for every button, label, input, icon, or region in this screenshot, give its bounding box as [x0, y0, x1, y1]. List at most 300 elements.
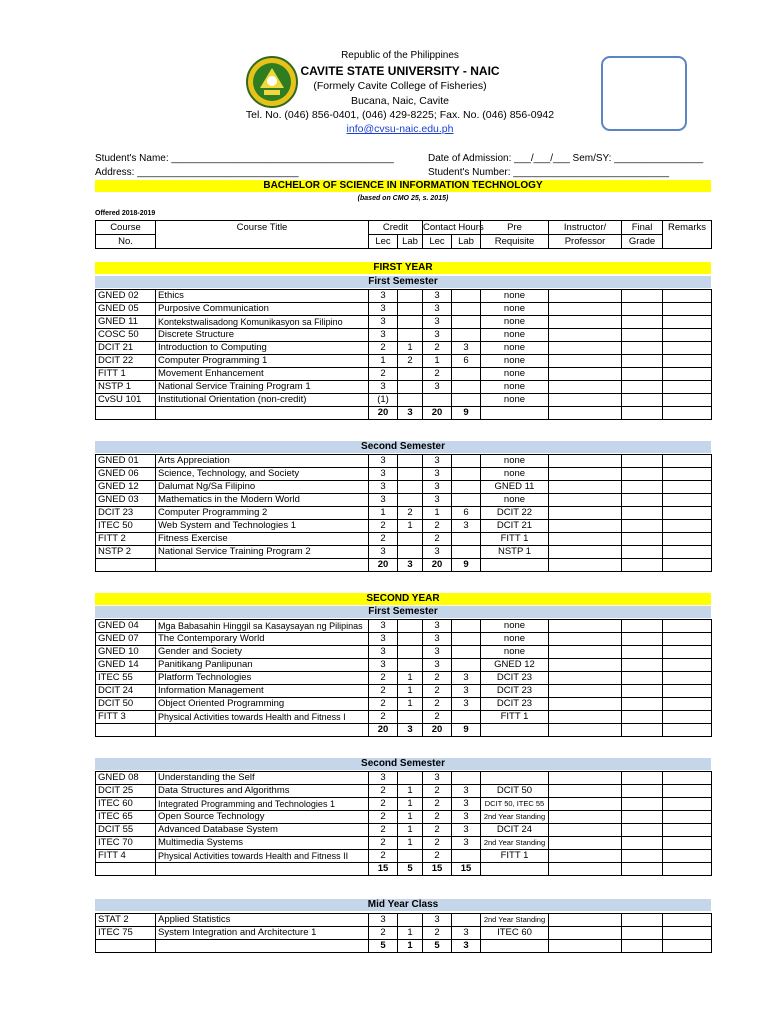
final-grade-cell[interactable]	[622, 303, 663, 316]
course-no-cell: ITEC 70	[96, 837, 156, 850]
course-title-cell: Platform Technologies	[156, 672, 369, 685]
instructor-cell[interactable]	[549, 927, 622, 940]
prerequisite-cell: none	[481, 468, 549, 481]
remarks-cell[interactable]	[663, 772, 712, 785]
hours-lec-cell: 1	[423, 355, 452, 368]
total-hours-lec-cell: 5	[423, 940, 452, 953]
course-no-cell: NSTP 1	[96, 381, 156, 394]
total-empty-cell	[481, 407, 549, 420]
final-grade-cell[interactable]	[622, 620, 663, 633]
credit-lab-cell	[398, 533, 423, 546]
credit-lab-cell	[398, 711, 423, 724]
remarks-cell[interactable]	[663, 468, 712, 481]
course-title-cell: Advanced Database System	[156, 824, 369, 837]
col-credit-lab: Lab	[398, 235, 423, 249]
prerequisite-cell: FITT 1	[481, 711, 549, 724]
final-grade-cell[interactable]	[622, 850, 663, 863]
remarks-cell[interactable]	[663, 646, 712, 659]
course-title-cell: Institutional Orientation (non-credit)	[156, 394, 369, 407]
remarks-cell[interactable]	[663, 481, 712, 494]
instructor-cell[interactable]	[549, 342, 622, 355]
hours-lab-cell: 6	[452, 507, 481, 520]
remarks-cell[interactable]	[663, 355, 712, 368]
hours-lec-cell: 3	[423, 481, 452, 494]
hours-lec-cell: 3	[423, 316, 452, 329]
hours-lec-cell: 2	[423, 672, 452, 685]
total-empty-cell	[663, 407, 712, 420]
prerequisite-cell: none	[481, 290, 549, 303]
course-title-cell: Discrete Structure	[156, 329, 369, 342]
instructor-cell[interactable]	[549, 329, 622, 342]
hours-lab-cell	[452, 329, 481, 342]
course-title-cell: Dalumat Ng/Sa Filipino	[156, 481, 369, 494]
fy-first-sem-band: First Semester	[95, 276, 711, 288]
total-credit-lec-cell: 20	[369, 407, 398, 420]
final-grade-cell[interactable]	[622, 533, 663, 546]
final-grade-cell[interactable]	[622, 494, 663, 507]
col-instructor: Instructor/	[549, 221, 622, 235]
total-row	[96, 940, 712, 953]
col-pre: Pre	[481, 221, 549, 235]
course-no-cell: COSC 50	[96, 329, 156, 342]
course-row	[96, 914, 712, 927]
hours-lec-cell: 3	[423, 290, 452, 303]
total-empty-cell	[622, 940, 663, 953]
final-grade-cell[interactable]	[622, 798, 663, 811]
instructor-cell[interactable]	[549, 824, 622, 837]
prerequisite-cell: 2nd Year Standing	[481, 914, 549, 927]
hours-lab-cell	[452, 394, 481, 407]
credit-lab-cell: 1	[398, 927, 423, 940]
final-grade-cell[interactable]	[622, 507, 663, 520]
hours-lec-cell: 3	[423, 455, 452, 468]
instructor-cell[interactable]	[549, 672, 622, 685]
hours-lec-cell: 3	[423, 381, 452, 394]
total-hours-lec-cell: 20	[423, 559, 452, 572]
instructor-cell[interactable]	[549, 355, 622, 368]
remarks-cell[interactable]	[663, 711, 712, 724]
remarks-cell[interactable]	[663, 927, 712, 940]
hours-lec-cell: 3	[423, 646, 452, 659]
final-grade-cell[interactable]	[622, 672, 663, 685]
prerequisite-cell: DCIT 23	[481, 672, 549, 685]
hours-lec-cell: 2	[423, 824, 452, 837]
credit-lec-cell: 2	[369, 824, 398, 837]
course-title-cell: Purposive Communication	[156, 303, 369, 316]
instructor-cell[interactable]	[549, 303, 622, 316]
remarks-cell[interactable]	[663, 811, 712, 824]
credit-lab-cell: 1	[398, 685, 423, 698]
hours-lab-cell: 3	[452, 811, 481, 824]
hours-lec-cell: 2	[423, 798, 452, 811]
remarks-cell[interactable]	[663, 316, 712, 329]
instructor-cell[interactable]	[549, 290, 622, 303]
sy-first-sem-table	[95, 619, 712, 737]
prerequisite-cell: none	[481, 329, 549, 342]
total-credit-lab-cell: 5	[398, 863, 423, 876]
credit-lec-cell: 2	[369, 850, 398, 863]
instructor-cell[interactable]	[549, 685, 622, 698]
credit-lec-cell: 2	[369, 368, 398, 381]
remarks-cell[interactable]	[663, 520, 712, 533]
course-row	[96, 811, 712, 824]
credit-lec-cell: 2	[369, 711, 398, 724]
col-remarks: Remarks	[663, 221, 712, 249]
instructor-cell[interactable]	[549, 646, 622, 659]
total-hours-lec-cell: 15	[423, 863, 452, 876]
final-grade-cell[interactable]	[622, 659, 663, 672]
instructor-cell[interactable]	[549, 455, 622, 468]
remarks-cell[interactable]	[663, 368, 712, 381]
credit-lec-cell: 3	[369, 316, 398, 329]
final-grade-cell[interactable]	[622, 811, 663, 824]
hours-lab-cell	[452, 316, 481, 329]
total-credit-lab-cell: 3	[398, 559, 423, 572]
course-row	[96, 507, 712, 520]
course-no-cell: GNED 02	[96, 290, 156, 303]
credit-lab-cell	[398, 329, 423, 342]
final-grade-cell[interactable]	[622, 455, 663, 468]
final-grade-cell[interactable]	[622, 520, 663, 533]
final-grade-cell[interactable]	[622, 914, 663, 927]
credit-lec-cell: 3	[369, 455, 398, 468]
course-title-cell: Arts Appreciation	[156, 455, 369, 468]
instructor-cell[interactable]	[549, 772, 622, 785]
instructor-cell[interactable]	[549, 533, 622, 546]
remarks-cell[interactable]	[663, 546, 712, 559]
course-title-cell: Fitness Exercise	[156, 533, 369, 546]
instructor-cell[interactable]	[549, 468, 622, 481]
course-row	[96, 329, 712, 342]
prerequisite-cell: ITEC 60	[481, 927, 549, 940]
prerequisite-cell: 2nd Year Standing	[481, 811, 549, 824]
instructor-cell[interactable]	[549, 811, 622, 824]
final-grade-cell[interactable]	[622, 316, 663, 329]
total-empty-cell	[622, 863, 663, 876]
hours-lec-cell: 2	[423, 533, 452, 546]
hours-lab-cell	[452, 533, 481, 546]
final-grade-cell[interactable]	[622, 772, 663, 785]
credit-lab-cell: 2	[398, 507, 423, 520]
prerequisite-cell: none	[481, 342, 549, 355]
hours-lab-cell: 3	[452, 342, 481, 355]
course-no-cell: DCIT 55	[96, 824, 156, 837]
mid-year-table	[95, 913, 712, 953]
final-grade-cell[interactable]	[622, 329, 663, 342]
hours-lab-cell	[452, 620, 481, 633]
total-hours-lec-cell: 20	[423, 407, 452, 420]
course-no-cell: FITT 3	[96, 711, 156, 724]
course-no-cell: GNED 04	[96, 620, 156, 633]
instructor-cell[interactable]	[549, 381, 622, 394]
credit-lab-cell: 1	[398, 824, 423, 837]
instructor-cell[interactable]	[549, 316, 622, 329]
credit-lec-cell: 3	[369, 620, 398, 633]
total-empty-cell	[156, 407, 369, 420]
instructor-cell[interactable]	[549, 837, 622, 850]
course-title-cell: Object Oriented Programming	[156, 698, 369, 711]
first-year-band: FIRST YEAR	[95, 262, 711, 274]
credit-lec-cell: 3	[369, 468, 398, 481]
total-empty-cell	[663, 940, 712, 953]
course-row	[96, 837, 712, 850]
instructor-cell[interactable]	[549, 711, 622, 724]
total-credit-lec-cell: 15	[369, 863, 398, 876]
instructor-cell[interactable]	[549, 494, 622, 507]
prerequisite-cell: DCIT 50	[481, 785, 549, 798]
hours-lab-cell: 3	[452, 798, 481, 811]
course-row	[96, 494, 712, 507]
course-row	[96, 381, 712, 394]
hours-lec-cell: 3	[423, 659, 452, 672]
prerequisite-cell: none	[481, 303, 549, 316]
prerequisite-cell: DCIT 23	[481, 698, 549, 711]
instructor-cell[interactable]	[549, 914, 622, 927]
credit-lab-cell	[398, 394, 423, 407]
total-empty-cell	[156, 559, 369, 572]
remarks-cell[interactable]	[663, 785, 712, 798]
admission-date-field: Date of Admission: ___/___/___ Sem/SY: ________________	[428, 153, 704, 164]
hours-lab-cell	[452, 546, 481, 559]
total-empty-cell	[549, 940, 622, 953]
credit-lec-cell: 2	[369, 785, 398, 798]
credit-lab-cell	[398, 772, 423, 785]
total-credit-lab-cell: 3	[398, 407, 423, 420]
total-empty-cell	[96, 863, 156, 876]
final-grade-cell[interactable]	[622, 646, 663, 659]
prerequisite-cell: none	[481, 494, 549, 507]
credit-lab-cell: 1	[398, 672, 423, 685]
course-title-cell: Gender and Society	[156, 646, 369, 659]
col-credit: Credit	[369, 221, 423, 235]
credit-lec-cell: 3	[369, 494, 398, 507]
total-row	[96, 559, 712, 572]
remarks-cell[interactable]	[663, 507, 712, 520]
instructor-cell[interactable]	[549, 659, 622, 672]
hours-lec-cell: 3	[423, 633, 452, 646]
remarks-cell[interactable]	[663, 798, 712, 811]
credit-lab-cell: 1	[398, 342, 423, 355]
col-final: Final	[622, 221, 663, 235]
course-no-cell: DCIT 22	[96, 355, 156, 368]
prerequisite-cell: FITT 1	[481, 850, 549, 863]
remarks-cell[interactable]	[663, 914, 712, 927]
total-empty-cell	[481, 559, 549, 572]
remarks-cell[interactable]	[663, 329, 712, 342]
remarks-cell[interactable]	[663, 850, 712, 863]
final-grade-cell[interactable]	[622, 481, 663, 494]
hours-lab-cell	[452, 850, 481, 863]
final-grade-cell[interactable]	[622, 685, 663, 698]
instructor-cell[interactable]	[549, 546, 622, 559]
total-credit-lab-cell: 1	[398, 940, 423, 953]
credit-lab-cell	[398, 303, 423, 316]
university-name: CAVITE STATE UNIVERSITY - NAIC	[300, 64, 500, 78]
credit-lec-cell: 3	[369, 303, 398, 316]
credit-lab-cell	[398, 546, 423, 559]
course-no-cell: FITT 1	[96, 368, 156, 381]
prerequisite-cell: none	[481, 355, 549, 368]
hours-lab-cell: 3	[452, 520, 481, 533]
total-empty-cell	[96, 407, 156, 420]
course-title-cell: Computer Programming 2	[156, 507, 369, 520]
instructor-cell[interactable]	[549, 850, 622, 863]
prerequisite-cell: GNED 11	[481, 481, 549, 494]
fy-second-sem-table	[95, 454, 712, 572]
final-grade-cell[interactable]	[622, 342, 663, 355]
col-credit-lec: Lec	[369, 235, 398, 249]
remarks-cell[interactable]	[663, 494, 712, 507]
instructor-cell[interactable]	[549, 520, 622, 533]
instructor-cell[interactable]	[549, 798, 622, 811]
remarks-cell[interactable]	[663, 394, 712, 407]
total-empty-cell	[481, 863, 549, 876]
credit-lec-cell: 3	[369, 546, 398, 559]
course-row	[96, 798, 712, 811]
instructor-cell[interactable]	[549, 698, 622, 711]
prerequisite-cell: none	[481, 633, 549, 646]
course-row	[96, 316, 712, 329]
course-row	[96, 824, 712, 837]
sy-first-sem-band: First Semester	[95, 606, 711, 618]
hours-lec-cell: 2	[423, 837, 452, 850]
course-row	[96, 620, 712, 633]
final-grade-cell[interactable]	[622, 824, 663, 837]
hours-lab-cell: 3	[452, 672, 481, 685]
credit-lec-cell: 3	[369, 914, 398, 927]
final-grade-cell[interactable]	[622, 290, 663, 303]
hours-lec-cell: 2	[423, 368, 452, 381]
credit-lec-cell: 3	[369, 646, 398, 659]
final-grade-cell[interactable]	[622, 368, 663, 381]
remarks-cell[interactable]	[663, 455, 712, 468]
credit-lab-cell	[398, 659, 423, 672]
course-title-cell: Information Management	[156, 685, 369, 698]
prerequisite-cell: NSTP 1	[481, 546, 549, 559]
remarks-cell[interactable]	[663, 824, 712, 837]
final-grade-cell[interactable]	[622, 711, 663, 724]
remarks-cell[interactable]	[663, 633, 712, 646]
credit-lab-cell	[398, 455, 423, 468]
remarks-cell[interactable]	[663, 659, 712, 672]
credit-lec-cell: 2	[369, 342, 398, 355]
course-no-cell: GNED 10	[96, 646, 156, 659]
remarks-cell[interactable]	[663, 698, 712, 711]
email-link[interactable]: info@cvsu-naic.edu.ph	[346, 123, 454, 135]
total-empty-cell	[622, 407, 663, 420]
instructor-cell[interactable]	[549, 507, 622, 520]
final-grade-cell[interactable]	[622, 698, 663, 711]
course-title-cell: Science, Technology, and Society	[156, 468, 369, 481]
course-title-cell: Open Source Technology	[156, 811, 369, 824]
country-text: Republic of the Philippines	[341, 50, 459, 61]
instructor-cell[interactable]	[549, 633, 622, 646]
course-no-cell: GNED 05	[96, 303, 156, 316]
course-title-cell: Multimedia Systems	[156, 837, 369, 850]
remarks-cell[interactable]	[663, 620, 712, 633]
total-hours-lab-cell: 9	[452, 559, 481, 572]
hours-lab-cell: 3	[452, 698, 481, 711]
credit-lec-cell: 3	[369, 659, 398, 672]
final-grade-cell[interactable]	[622, 633, 663, 646]
hours-lec-cell: 2	[423, 850, 452, 863]
hours-lab-cell	[452, 481, 481, 494]
final-grade-cell[interactable]	[622, 785, 663, 798]
course-row	[96, 303, 712, 316]
hours-lec-cell: 3	[423, 546, 452, 559]
total-empty-cell	[96, 940, 156, 953]
course-no-cell: STAT 2	[96, 914, 156, 927]
prerequisite-cell: DCIT 21	[481, 520, 549, 533]
final-grade-cell[interactable]	[622, 468, 663, 481]
hours-lab-cell: 3	[452, 685, 481, 698]
hours-lec-cell: 1	[423, 507, 452, 520]
final-grade-cell[interactable]	[622, 927, 663, 940]
hours-lec-cell: 2	[423, 785, 452, 798]
final-grade-cell[interactable]	[622, 381, 663, 394]
course-no-cell: FITT 2	[96, 533, 156, 546]
remarks-cell[interactable]	[663, 303, 712, 316]
course-no-cell: GNED 11	[96, 316, 156, 329]
remarks-cell[interactable]	[663, 342, 712, 355]
credit-lab-cell	[398, 481, 423, 494]
course-row	[96, 481, 712, 494]
total-hours-lab-cell: 9	[452, 407, 481, 420]
course-title-cell: National Service Training Program 1	[156, 381, 369, 394]
remarks-cell[interactable]	[663, 672, 712, 685]
remarks-cell[interactable]	[663, 837, 712, 850]
course-row	[96, 520, 712, 533]
hours-lab-cell	[452, 494, 481, 507]
prerequisite-cell: DCIT 24	[481, 824, 549, 837]
course-title-cell: Ethics	[156, 290, 369, 303]
course-title-cell: Understanding the Self	[156, 772, 369, 785]
instructor-cell[interactable]	[549, 785, 622, 798]
final-grade-cell[interactable]	[622, 837, 663, 850]
remarks-cell[interactable]	[663, 290, 712, 303]
hours-lec-cell: 2	[423, 698, 452, 711]
remarks-cell[interactable]	[663, 685, 712, 698]
instructor-cell[interactable]	[549, 620, 622, 633]
final-grade-cell[interactable]	[622, 355, 663, 368]
course-row	[96, 290, 712, 303]
course-row	[96, 698, 712, 711]
course-row	[96, 633, 712, 646]
instructor-cell[interactable]	[549, 394, 622, 407]
remarks-cell[interactable]	[663, 381, 712, 394]
course-row	[96, 685, 712, 698]
total-hours-lab-cell: 3	[452, 940, 481, 953]
second-year-band: SECOND YEAR	[95, 593, 711, 605]
course-row	[96, 711, 712, 724]
prerequisite-cell: FITT 1	[481, 533, 549, 546]
final-grade-cell[interactable]	[622, 394, 663, 407]
credit-lec-cell: 2	[369, 533, 398, 546]
instructor-cell[interactable]	[549, 481, 622, 494]
final-grade-cell[interactable]	[622, 546, 663, 559]
total-credit-lec-cell: 5	[369, 940, 398, 953]
credit-lec-cell: 2	[369, 798, 398, 811]
credit-lab-cell: 1	[398, 698, 423, 711]
hours-lab-cell	[452, 772, 481, 785]
course-row	[96, 468, 712, 481]
course-title-cell: The Contemporary World	[156, 633, 369, 646]
credit-lab-cell	[398, 494, 423, 507]
course-row	[96, 850, 712, 863]
remarks-cell[interactable]	[663, 533, 712, 546]
credit-lab-cell: 2	[398, 355, 423, 368]
instructor-cell[interactable]	[549, 368, 622, 381]
